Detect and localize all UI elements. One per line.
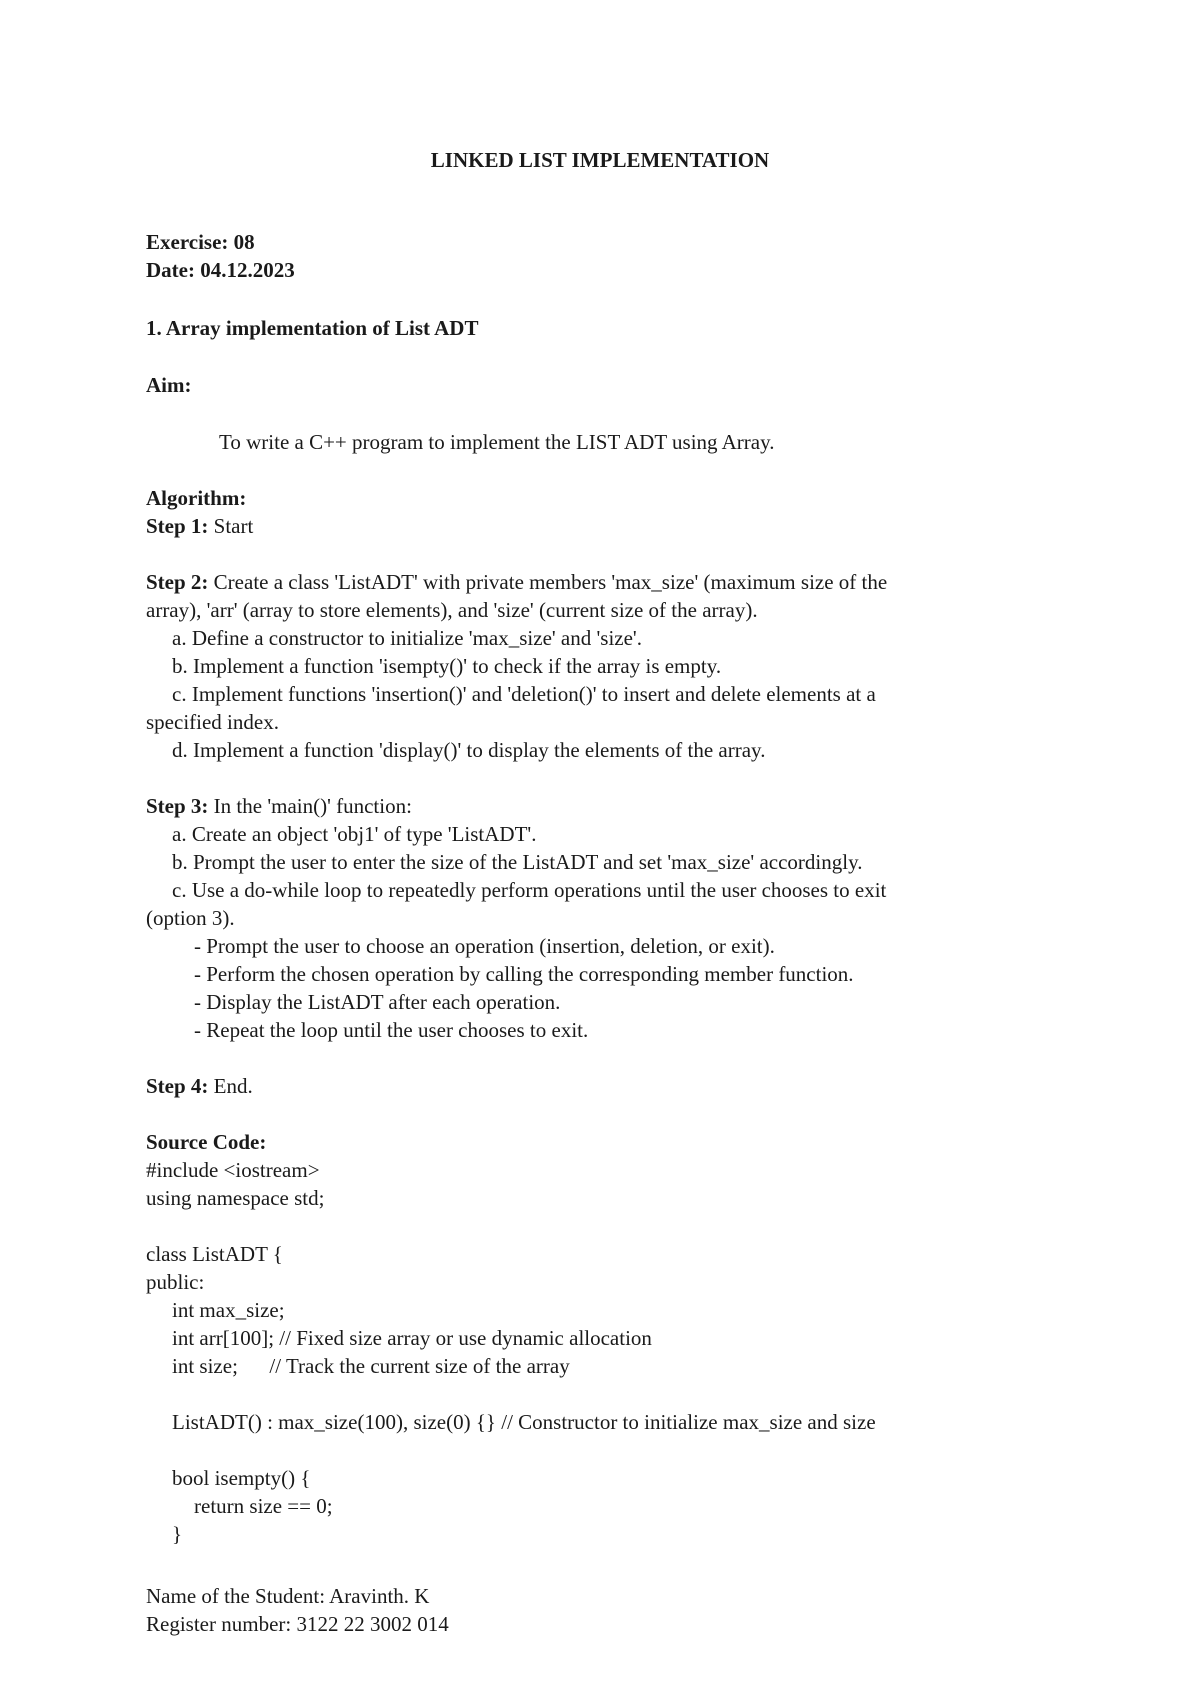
document-title: LINKED LIST IMPLEMENTATION xyxy=(430,148,770,172)
step-2-b: b. Implement a function 'isempty()' to check if the array is empty. xyxy=(172,654,722,678)
section-heading: 1. Array implementation of List ADT xyxy=(146,316,479,340)
code-line: public: xyxy=(146,1270,205,1294)
code-line: int max_size; xyxy=(172,1298,285,1322)
register-number: Register number: 3122 22 3002 014 xyxy=(146,1612,449,1636)
step-3-label: Step 3: xyxy=(146,794,209,818)
step-4-label: Step 4: xyxy=(146,1074,209,1098)
code-line: #include <iostream> xyxy=(146,1158,320,1182)
step-2-c: c. Implement functions 'insertion()' and 'deletion()' to insert and delete elements at a xyxy=(172,682,876,706)
step-2-a: a. Define a constructor to initialize 'max_size' and 'size'. xyxy=(172,626,642,650)
step-4 xyxy=(146,1072,253,1100)
student-name: Name of the Student: Aravinth. K xyxy=(146,1584,430,1608)
exercise-date: Date: 04.12.2023 xyxy=(146,258,295,282)
step-2 xyxy=(146,568,887,596)
step-3-sub-3: - Display the ListADT after each operation. xyxy=(194,990,561,1014)
step-3-c-continued: (option 3). xyxy=(146,906,235,930)
step-3-b: b. Prompt the user to enter the size of the ListADT and set 'max_size' accordingly. xyxy=(172,850,863,874)
step-2-text: Create a class 'ListADT' with private members 'max_size' (maximum size of the xyxy=(208,570,888,594)
step-2-continued: array), 'arr' (array to store elements), and 'size' (current size of the array). xyxy=(146,598,758,622)
step-3-text: In the 'main()' function: xyxy=(208,794,412,818)
step-3-sub-2: - Perform the chosen operation by calling the corresponding member function. xyxy=(194,962,854,986)
step-3-sub-4: - Repeat the loop until the user chooses to exit. xyxy=(194,1018,589,1042)
code-line: int arr[100]; // Fixed size array or use dynamic allocation xyxy=(172,1326,652,1350)
code-line: class ListADT { xyxy=(146,1242,283,1266)
step-2-c-continued: specified index. xyxy=(146,710,279,734)
code-line: } xyxy=(172,1522,183,1546)
step-3-a: a. Create an object 'obj1' of type 'ListADT'. xyxy=(172,822,537,846)
step-2-label: Step 2: xyxy=(146,570,209,594)
step-2-d: d. Implement a function 'display()' to display the elements of the array. xyxy=(172,738,766,762)
aim-text: To write a C++ program to implement the LIST ADT using Array. xyxy=(219,430,775,454)
algorithm-heading: Algorithm: xyxy=(146,486,247,510)
step-4-text: End. xyxy=(208,1074,253,1098)
code-line: ListADT() : max_size(100), size(0) {} // Constructor to initialize max_size and size xyxy=(172,1410,876,1434)
exercise-number: Exercise: 08 xyxy=(146,230,255,254)
step-3-sub-1: - Prompt the user to choose an operation (insertion, deletion, or exit). xyxy=(194,934,775,958)
step-1-label: Step 1: xyxy=(146,514,209,538)
step-1 xyxy=(146,512,253,540)
step-3-c: c. Use a do-while loop to repeatedly perform operations until the user chooses to exit xyxy=(172,878,887,902)
code-line: return size == 0; xyxy=(194,1494,333,1518)
aim-heading: Aim: xyxy=(146,373,192,397)
step-1-text: Start xyxy=(208,514,254,538)
step-3 xyxy=(146,792,412,820)
code-line: bool isempty() { xyxy=(172,1466,311,1490)
code-line: int size; // Track the current size of the array xyxy=(172,1354,570,1378)
source-code-heading: Source Code: xyxy=(146,1130,267,1154)
code-line: using namespace std; xyxy=(146,1186,325,1210)
